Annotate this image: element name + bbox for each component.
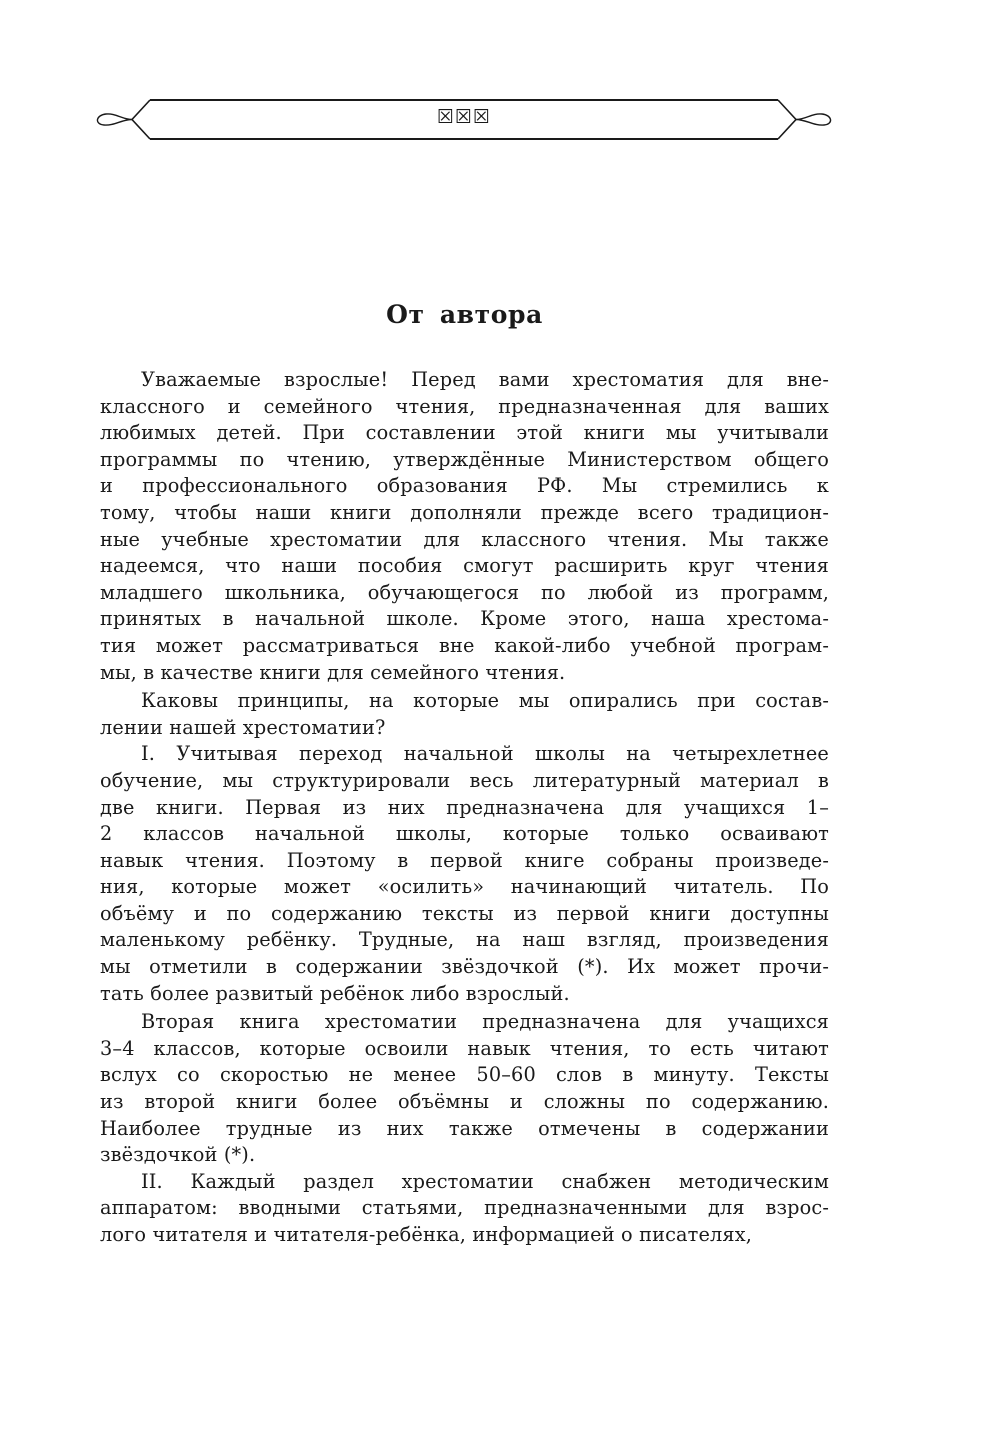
paragraph [100,741,829,1007]
header-ornament [88,95,840,145]
text-line: Каковы принципы, на которые мы опирались при состав- [141,689,829,713]
text-line: классного и семейного чтения, предназначенная для ваших [100,394,829,418]
text-line: Вторая книга хрестоматии предназначена для учащихся [141,1010,829,1034]
text-line: и профессионального образования РФ. Мы стремились к [100,474,829,498]
text-line: мы, в качестве книги для семейного чтения. [100,660,566,684]
text-line: аппаратом: вводными статьями, предназначенными для взрос- [100,1196,829,1220]
paragraph [100,367,829,686]
text-line: Уважаемые взрослые! Перед вами хрестоматия для вне- [141,368,829,391]
text-line: вслух со скоростью не менее 50–60 слов в минуту. Тексты [100,1063,829,1087]
text-line: из второй книги более объёмны и сложны по содержанию. [100,1090,829,1114]
text-line: ные учебные хрестоматии для классного чтения. Мы также [100,527,829,551]
paragraph [100,688,829,741]
text-line: Наиболее трудные из них также отмечены в содержании [100,1116,829,1140]
text-line: 3–4 классов, которые освоили навык чтения, то есть читают [100,1036,829,1060]
text-line: тия может рассматриваться вне какой-либо учебной програм- [100,633,829,657]
text-line: тать более развитый ребёнок либо взрослый. [100,981,570,1005]
text-line: II. Каждый раздел хрестоматии снабжен методическим [141,1169,829,1193]
body-text [100,367,829,1249]
text-line: лении нашей хрестоматии? [100,715,386,739]
text-line: две книги. Первая из них предназначена для учащихся 1– [100,795,829,819]
text-line: мы отметили в содержании звёздочкой (*). Их может прочи- [100,955,829,979]
text-line: 2 классов начальной школы, которые только осваивают [100,822,829,846]
text-line: обучение, мы структурировали весь литературный материал в [100,768,829,792]
text-line: принятых в начальной школе. Кроме этого, наша хрестома- [100,607,829,631]
text-line: I. Учитывая переход начальной школы на четырехлетнее [141,742,829,766]
text-line: маленькому ребёнку. Трудные, на наш взгляд, произведения [100,928,829,952]
text-line: звёздочкой (*). [100,1143,256,1167]
text-line: тому, чтобы наши книги дополняли прежде всего традицион- [100,500,829,524]
text-line: объёму и по содержанию тексты из первой книги доступны [100,901,829,925]
paragraph [100,1169,829,1249]
text-line: навык чтения. Поэтому в первой книге собраны произведе- [100,848,829,872]
paragraph [100,1009,829,1169]
ornament-glyphs: ☒☒☒ [436,106,492,128]
text-line: программы по чтению, утверждённые Министерством общего [100,447,829,471]
text-line: младшего школьника, обучающегося по любой из программ, [100,580,829,604]
page-title: От автора [386,300,543,329]
text-line: лого читателя и читателя-ребёнка, информацией о писателях, [100,1223,753,1246]
text-line: ния, которые может «осилить» начинающий читатель. По [100,875,829,899]
text-line: любимых детей. При составлении этой книги мы учитывали [100,421,829,445]
text-line: надеемся, что наши пособия смогут расширить круг чтения [100,554,829,578]
